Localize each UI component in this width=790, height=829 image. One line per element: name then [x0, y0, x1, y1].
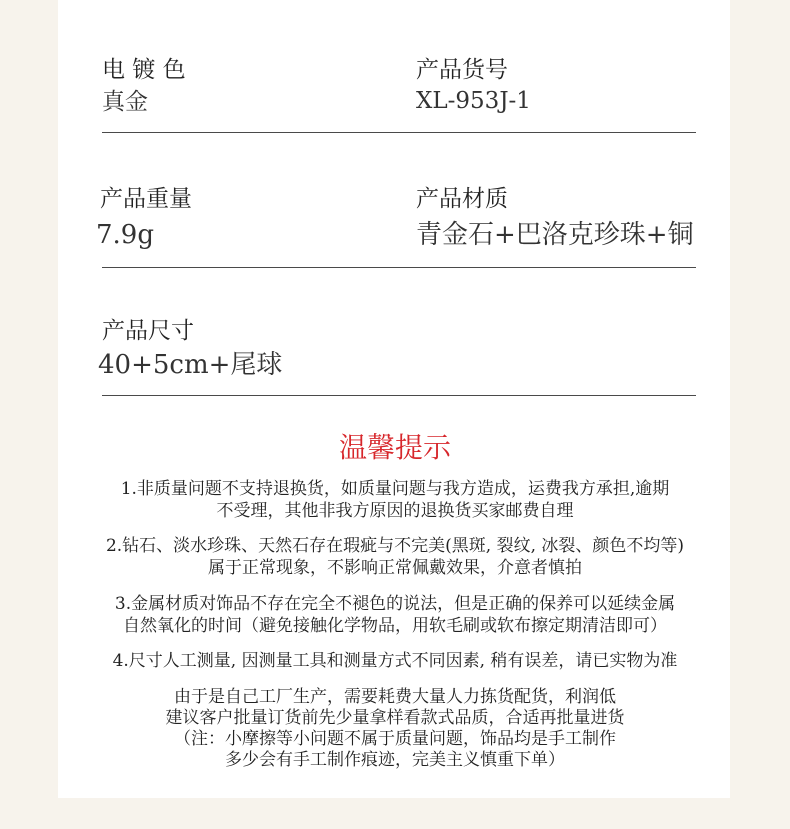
item-number-value: XL-953J-1: [416, 88, 531, 114]
note-3-line-2: 自然氧化的时间（避免接触化学物品，用软毛刷或软布擦定期清洁即可）: [123, 616, 667, 636]
note-3: [60, 596, 730, 635]
note-5: [60, 689, 730, 769]
weight-label: 产品重量: [100, 186, 192, 212]
note-4: [60, 653, 730, 670]
note-5-line-3: （注：小摩擦等小问题不属于质量问题，饰品均是手工制作: [174, 729, 616, 749]
material-label: 产品材质: [416, 186, 508, 212]
note-5-line-2: 建议客户批量订货前先少量拿样看款式品质，合适再批量进货: [165, 708, 625, 728]
size-label: 产品尺寸: [102, 318, 194, 344]
divider-2: [102, 267, 696, 268]
note-2: [60, 538, 730, 577]
plating-color-value: 真金: [102, 89, 148, 115]
product-info-card: [58, 0, 730, 798]
note-2-line-1: 2.钻石、淡水珍珠、天然石存在瑕疵与不完美(黑斑, 裂纹, 冰裂、颜色不均等): [105, 536, 685, 556]
note-3-line-1: 3.金属材质对饰品不存在完全不褪色的说法，但是正确的保养可以延续金属: [114, 594, 676, 614]
note-5-line-4: 多少会有手工制作痕迹，完美主义慎重下单）: [225, 750, 565, 770]
item-number-label: 产品货号: [416, 57, 508, 83]
tips-title: 温馨提示: [338, 431, 451, 464]
note-1-line-2: 不受理，其他非我方原因的退换货买家邮费自理: [216, 501, 574, 521]
note-1: [60, 481, 730, 520]
note-4-line-1: 4.尺寸人工测量, 因测量工具和测量方式不同因素, 稍有误差，请已实物为准: [112, 651, 678, 671]
divider-3: [102, 395, 696, 396]
weight-value: 7.9g: [96, 220, 154, 250]
divider-1: [102, 132, 696, 133]
note-1-line-1: 1.非质量问题不支持退换货，如质量问题与我方造成，运费我方承担,逾期: [120, 479, 670, 499]
material-value: 青金石+巴洛克珍珠+铜: [416, 220, 694, 250]
plating-color-label: 电 镀 色: [102, 57, 186, 83]
note-5-line-1: 由于是自己工厂生产，需要耗费大量人力拣货配货，利润低: [174, 687, 616, 707]
size-value: 40+5cm+尾球: [98, 350, 283, 380]
note-2-line-2: 属于正常现象，不影响正常佩戴效果，介意者慎拍: [208, 558, 582, 578]
